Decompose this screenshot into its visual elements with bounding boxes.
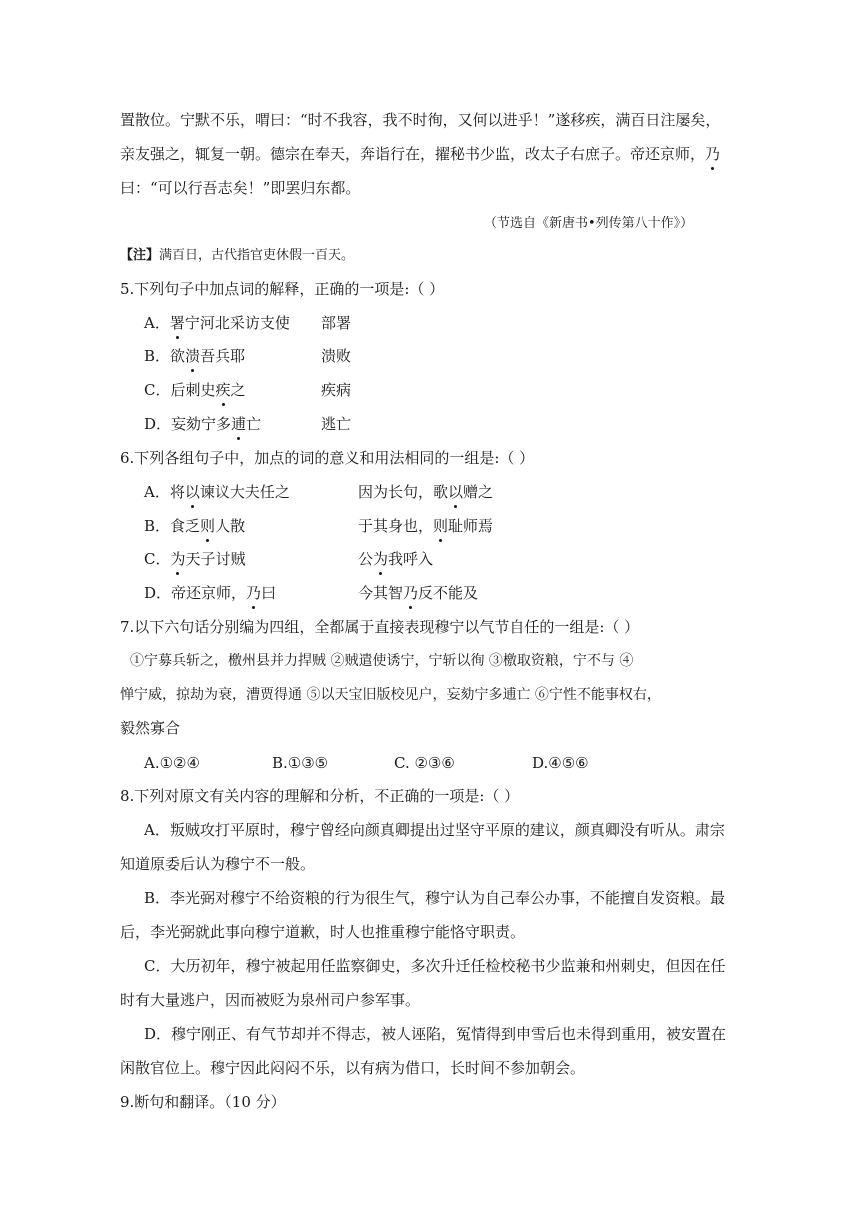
q8-line-4: 后，李光弼就此事向穆宁道歉，时人也推重穆宁能恪守职责。: [120, 923, 526, 941]
q5-option-letter: C．: [144, 381, 171, 399]
q5-option-letter: A．: [144, 314, 170, 332]
q6-dotted-char: 为: [373, 550, 389, 568]
q5-option-dotted-char: 逋: [231, 415, 247, 433]
passage-line-3: 曰：“可以行吾志矣！”即罢归东都。: [120, 179, 361, 197]
q5-option-b-meaning: 溃败: [321, 347, 352, 365]
q6-option-d-left: [144, 583, 276, 603]
q5-option-a: [144, 313, 290, 333]
q6-dotted-char: 则: [200, 517, 216, 535]
q6-text-post: 耻师焉: [448, 517, 494, 535]
q6-text-post: 反不能及: [418, 584, 479, 602]
q5-option-text-pre: 妄劾宁多: [171, 415, 232, 433]
q7-choice-a: A.①②④: [144, 754, 200, 772]
q5-option-text-pre: 后刺史: [170, 381, 216, 399]
passage-line-2-dotted-char: 乃: [705, 145, 721, 163]
q6-option-a-left: [144, 482, 290, 502]
q8-line-8: 闲散官位上。穆宁因此闷闷不乐，以有病为借口，长时间不参加朝会。: [120, 1059, 586, 1077]
q8-line-1: A．叛贼攻打平原时，穆宁曾经向颜真卿提出过坚守平原的建议，颜真卿没有听从。肃宗: [144, 821, 725, 839]
q8-line-5: C．大历初年，穆宁被起用任监察御史，多次升迁任检校秘书少监兼和州刺史，但因在任: [144, 957, 726, 975]
q7-choice-c: C. ②③⑥: [394, 754, 455, 772]
q5-option-text-post: 宁河北采访支使: [184, 314, 290, 332]
question-5-stem: 5.下列句子中加点词的解释，正确的一项是:（ ）: [120, 280, 445, 298]
q6-option-letter: D．: [144, 584, 172, 602]
q5-option-d-meaning: 逃亡: [321, 415, 352, 433]
q6-option-letter: B．: [144, 517, 171, 535]
q6-dotted-char: 以: [448, 483, 464, 501]
q6-dotted-char: 为: [170, 550, 186, 568]
q7-choice-d: D.④⑤⑥: [532, 754, 589, 772]
q5-option-c-meaning: 疾病: [321, 381, 352, 399]
passage-note: [120, 246, 354, 266]
q6-text-pre: 公: [358, 550, 374, 568]
q6-option-a-right: [358, 482, 493, 502]
passage-line-2: [120, 144, 720, 164]
q6-text-post: 赠之: [463, 483, 494, 501]
q5-option-text-post: 亡: [246, 415, 262, 433]
q5-option-text-pre: 欲: [170, 347, 186, 365]
q6-text-post: 我呼入: [388, 550, 434, 568]
q5-option-text-post: 吾兵耶: [200, 347, 246, 365]
q8-line-2: 知道原委后认为穆宁不一般。: [120, 855, 316, 873]
passage-line-1: 置散位。宁默不乐，喟曰：“时不我容，我不时徇，又何以进乎！”遂移疾，满百日注屡矣，: [120, 111, 721, 129]
question-7-stem: 7.以下六句话分别编为四组，全都属于直接表现穆宁以气节自任的一组是:（ ）: [120, 618, 640, 636]
q7-choice-b: B.①③⑤: [272, 754, 329, 772]
q6-option-b-right: [358, 516, 493, 536]
q6-text-post: 人散: [215, 517, 246, 535]
q6-dotted-char: 则: [433, 517, 449, 535]
q6-text-post: 天子讨贼: [185, 550, 246, 568]
q6-text-pre: 将: [169, 483, 185, 501]
q6-option-c-left: [144, 549, 246, 569]
q6-dotted-char: 乃: [246, 584, 262, 602]
q7-items-line-3: 毅然寡合: [120, 719, 181, 737]
q5-option-b: [144, 346, 245, 366]
q6-text-pre: 食乏: [170, 517, 201, 535]
q8-line-7: D．穆宁刚正、有气节却并不得志，被人诬陷，冤情得到申雪后也未得到重用，被安置在: [144, 1025, 727, 1043]
q6-dotted-char: 以: [184, 483, 200, 501]
q5-option-dotted-char: 疾: [215, 381, 231, 399]
q6-option-c-right: [358, 549, 433, 569]
q8-line-6: 时有大量逃户，因而被贬为泉州司户参军事。: [120, 991, 421, 1009]
question-9-stem: 9.断句和翻译。（10 分）: [120, 1093, 286, 1111]
q6-option-letter: A．: [144, 483, 170, 501]
q5-option-a-meaning: 部署: [321, 314, 352, 332]
q5-option-text-post: 之: [230, 381, 246, 399]
q5-option-dotted-char: 溃: [185, 347, 201, 365]
passage-source: （节选自《新唐书•列传第八十作》）: [484, 216, 694, 231]
q6-option-letter: C．: [144, 550, 171, 568]
question-6-stem: 6.下列各组句子中，加点的词的意义和用法相同的一组是:（ ）: [120, 449, 535, 467]
q7-items-line-1: ①宁募兵斩之，檄州县并力捍贼 ②贼遣使诱宁，宁斩以徇 ③檄取资粮，宁不与 ④: [130, 653, 634, 669]
question-8-stem: 8.下列对原文有关内容的理解和分析，不正确的一项是:（ ）: [120, 787, 520, 805]
q6-text-pre: 帝还京师，: [171, 584, 247, 602]
q7-items-line-2: 惮宁威，掠劫为衰，漕贾得通 ⑤以天宝旧版校见户，妄劾宁多逋亡 ⑥宁性不能事权右，: [120, 687, 661, 703]
q6-dotted-char: 乃: [403, 584, 419, 602]
q5-option-letter: B．: [144, 347, 171, 365]
q6-text-pre: 因为长句，歌: [358, 483, 449, 501]
q6-option-d-right: [358, 583, 478, 603]
q5-option-dotted-char: 署: [169, 314, 185, 332]
q5-option-c: [144, 380, 246, 400]
q8-line-3: B．李光弼对穆宁不给资粮的行为很生气，穆宁认为自己奉公办事，不能擅自发资粮。最: [144, 889, 726, 907]
q6-text-pre: 于其身也，: [358, 517, 434, 535]
note-label: 【注】: [120, 248, 160, 263]
note-text: 满百日，古代指官吏休假一百天。: [159, 248, 355, 263]
q6-option-b-left: [144, 516, 245, 536]
q5-option-d: [144, 414, 261, 434]
q5-option-letter: D．: [144, 415, 172, 433]
q6-text-post: 曰: [261, 584, 277, 602]
passage-line-2-text: 亲友强之，辄复一朝。德宗在奉天，奔诣行在，擢秘书少监，改太子右庶子。帝还京师，: [120, 145, 706, 163]
q6-text-post: 谏议大夫任之: [199, 483, 290, 501]
q6-text-pre: 今其智: [358, 584, 404, 602]
